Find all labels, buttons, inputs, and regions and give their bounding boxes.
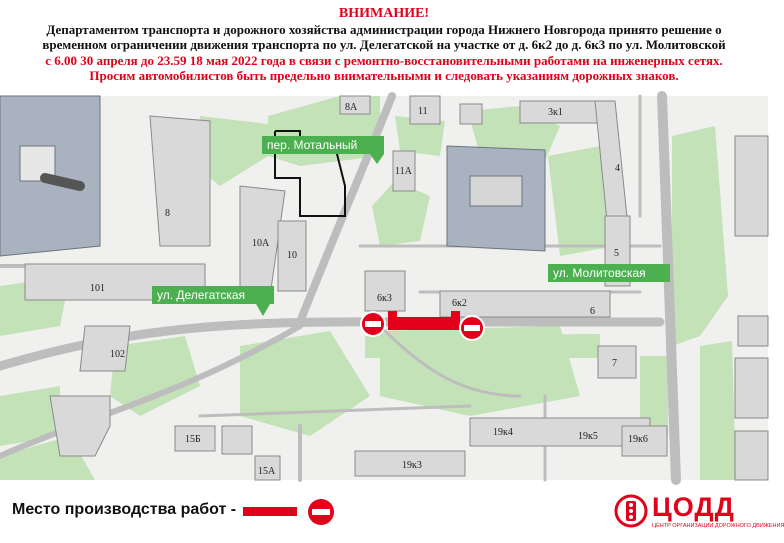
no-entry-sign-right [460, 316, 484, 340]
building-label: 6к3 [377, 293, 392, 304]
notice-line-2: временном ограничении движения транспорта по ул. Делегатской на участке от д. 6к2 до д. 6к3 по ул. Молитовской [42, 37, 726, 52]
building-right [735, 358, 768, 418]
building-label: 101 [90, 283, 105, 294]
work-zone-bar-end [388, 311, 397, 329]
legend-no-entry-icon [306, 497, 336, 527]
street-label-text: ул. Молитовская [553, 266, 646, 280]
building-label: 11 [418, 106, 428, 117]
building-label: 19к5 [578, 431, 598, 442]
codd-logo-name: ЦОДД [652, 492, 735, 522]
street-label-molitovskaya [548, 264, 670, 282]
notice-line-3: с 6.00 30 апреля до 23.59 18 мая 2022 года в связи с ремонтно-восстановительными работами на инженерных сетях. [45, 52, 723, 68]
building-8 [150, 116, 210, 246]
street-label-text: пер. Мотальный [267, 138, 358, 152]
building-6k3 [365, 271, 405, 311]
street-label-text: ул. Делегатская [157, 288, 246, 302]
building-label: 19к6 [628, 434, 648, 445]
work-zone-bar-end [451, 311, 460, 329]
building-small [222, 426, 252, 454]
building-right [735, 136, 768, 236]
notice-title: ВНИМАНИЕ! [338, 6, 430, 21]
building-label: 10 [287, 250, 297, 261]
building-label: 8 [165, 208, 170, 219]
building-label: 4 [615, 163, 620, 174]
building-right [735, 431, 768, 480]
building-label: 15Б [185, 434, 201, 445]
building-small [460, 104, 482, 124]
building-label: 7 [612, 358, 617, 369]
codd-logo-icon [614, 494, 648, 528]
building-school-inner [470, 176, 522, 206]
building-label: 6 [590, 306, 595, 317]
legend-work-bar [243, 507, 297, 516]
street-map [0, 96, 768, 480]
building-label: 8А [345, 102, 358, 113]
notice-line-4: Просим автомобилистов быть предельно внимательными и следовать указаниям дорожных знаков. [89, 68, 679, 83]
building-label: 6к2 [452, 298, 467, 309]
work-zone-bar [388, 317, 460, 330]
notice [0, 6, 768, 84]
building-label: 19к4 [493, 427, 513, 438]
building-label: 10А [252, 238, 270, 249]
building-label: 3к1 [548, 107, 563, 118]
building-label: 15А [258, 466, 276, 477]
building-label: 11А [395, 166, 412, 177]
building-label: 102 [110, 349, 125, 360]
codd-logo [612, 490, 784, 538]
codd-logo-subtitle: ЦЕНТР ОРГАНИЗАЦИИ ДОРОЖНОГО ДВИЖЕНИЯ [652, 523, 784, 529]
park-area [700, 341, 736, 480]
building-label: 19к3 [402, 460, 422, 471]
notice-line-1: Департаментом транспорта и дорожного хозяйства администрации города Нижнего Новгорода принято решение о [46, 21, 722, 37]
building-7 [598, 346, 636, 378]
legend-label: Место производства работ - [12, 501, 237, 518]
no-entry-sign-left [361, 312, 385, 336]
building-right [738, 316, 768, 346]
building-label: 5 [614, 248, 619, 259]
